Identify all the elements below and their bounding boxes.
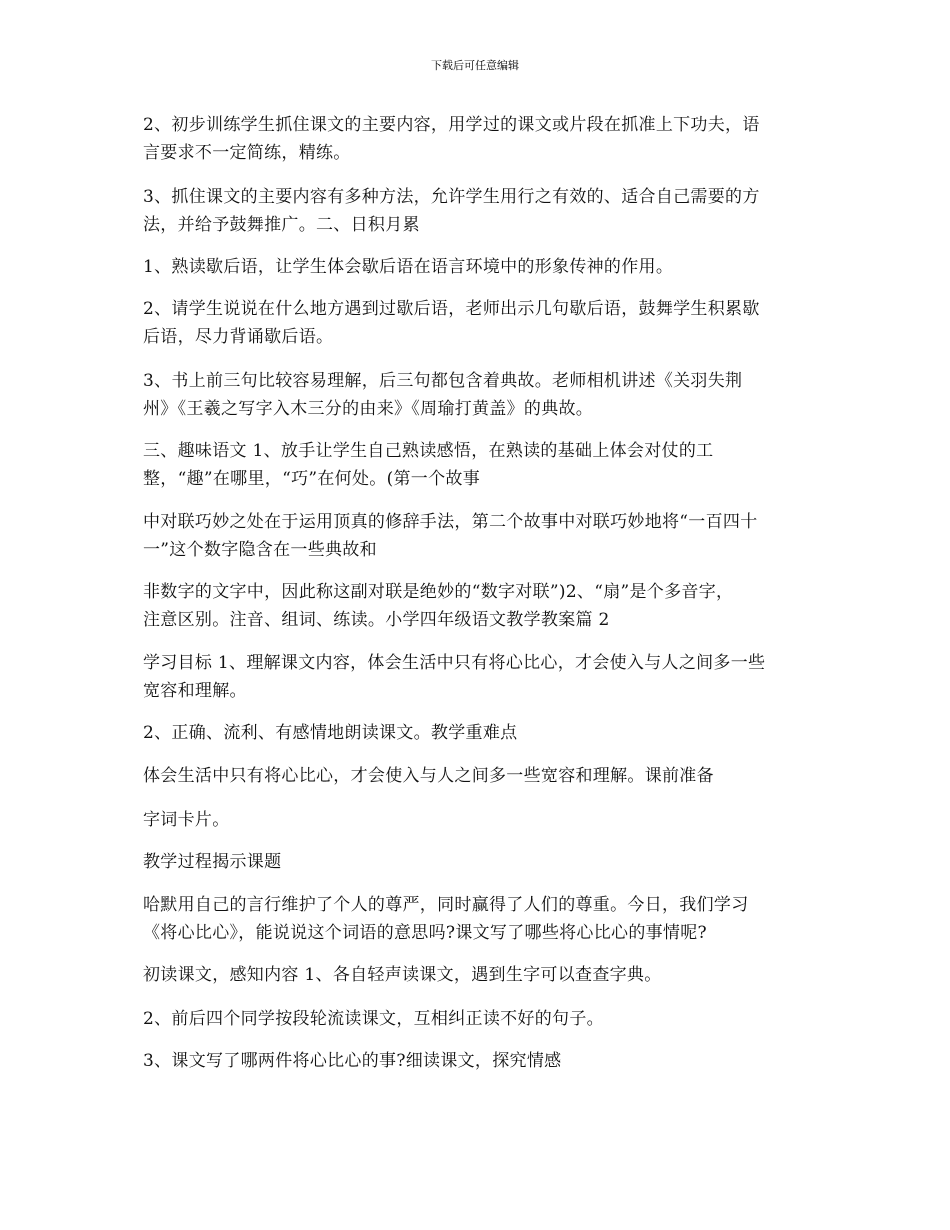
paragraph [143,183,815,239]
text-line: 整，“趣”在哪里，“巧”在何处。(第一个故事 [143,469,480,489]
text-line: 中对联巧妙之处在于运用顶真的修辞手法，第二个故事中对联巧妙地将“一百四十 [143,512,758,532]
text-line: 初读课文，感知内容 1、各自轻声读课文，遇到生字可以查查字典。 [143,965,662,985]
paragraph [143,891,815,947]
text-line: 非数字的文字中，因此称这副对联是绝妙的“数字对联”)2、“扇”是个多音字， [143,582,734,602]
paragraph [143,806,815,834]
text-line: 教学过程揭示课题 [143,852,282,872]
text-line: 1、熟读歇后语，让学生体会歇后语在语言环境中的形象传神的作用。 [143,257,674,277]
text-line: 3、书上前三句比较容易理解，后三句都包含着典故。老师相机讲述《关羽失荆 [143,371,743,391]
paragraph [143,508,815,564]
paragraph [143,848,815,876]
paragraph [143,762,815,790]
text-line: 2、初步训练学生抓住课文的主要内容，用学过的课文或片段在抓准上下功夫，语 [143,115,760,135]
paragraph [143,649,815,705]
text-line: 一”这个数字隐含在一些典故和 [143,540,377,560]
paragraph [143,367,815,423]
text-line: 3、课文写了哪两件将心比心的事?细读课文，探究情感 [143,1051,562,1071]
paragraph [143,1005,815,1033]
paragraph [143,437,815,493]
text-line: 体会生活中只有将心比心，才会使入与人之间多一些宽容和理解。课前准备 [143,766,714,786]
text-line: 学习目标 1、理解课文内容，体会生活中只有将心比心，才会使入与人之间多一些 [143,653,766,673]
text-line: 2、正确、流利、有感情地朗读课文。教学重难点 [143,723,518,743]
text-line: 后语，尽力背诵歇后语。 [143,327,334,347]
text-line: 宽容和理解。 [143,681,247,701]
text-line: 言要求不一定简练，精练。 [143,143,351,163]
text-line: 2、请学生说说在什么地方遇到过歇后语，老师出示几句歇后语，鼓舞学生积累歇 [143,299,760,319]
page-header: 下载后可任意编辑 [431,59,519,72]
paragraph [143,253,815,281]
paragraph [143,1047,815,1075]
text-line: 哈默用自己的言行维护了个人的尊严，同时赢得了人们的尊重。今日，我们学习 [143,895,749,915]
text-line: 字词卡片。 [143,810,230,830]
paragraph [143,295,815,351]
paragraph [143,961,815,989]
paragraph [143,719,815,747]
text-line: 三、趣味语文 1、放手让学生自己熟读感悟，在熟读的基础上体会对仗的工 [143,441,714,461]
text-line: 《将心比心》，能说说这个词语的意思吗?课文写了哪些将心比心的事情呢? [143,923,707,943]
text-line: 2、前后四个同学按段轮流读课文，互相纠正读不好的句子。 [143,1009,604,1029]
text-line: 法，并给予鼓舞推广。二、日积月累 [143,215,420,235]
text-line: 3、抓住课文的主要内容有多种方法，允许学生用行之有效的、适合自己需要的方 [143,187,760,207]
paragraph [143,111,815,167]
text-line: 州》《王羲之写字入木三分的由来》《周瑜打黄盖》的典故。 [143,399,594,419]
text-line: 注意区别。注音、组词、练读。小学四年级语文教学教案篇 2 [143,610,610,630]
paragraph [143,578,815,634]
